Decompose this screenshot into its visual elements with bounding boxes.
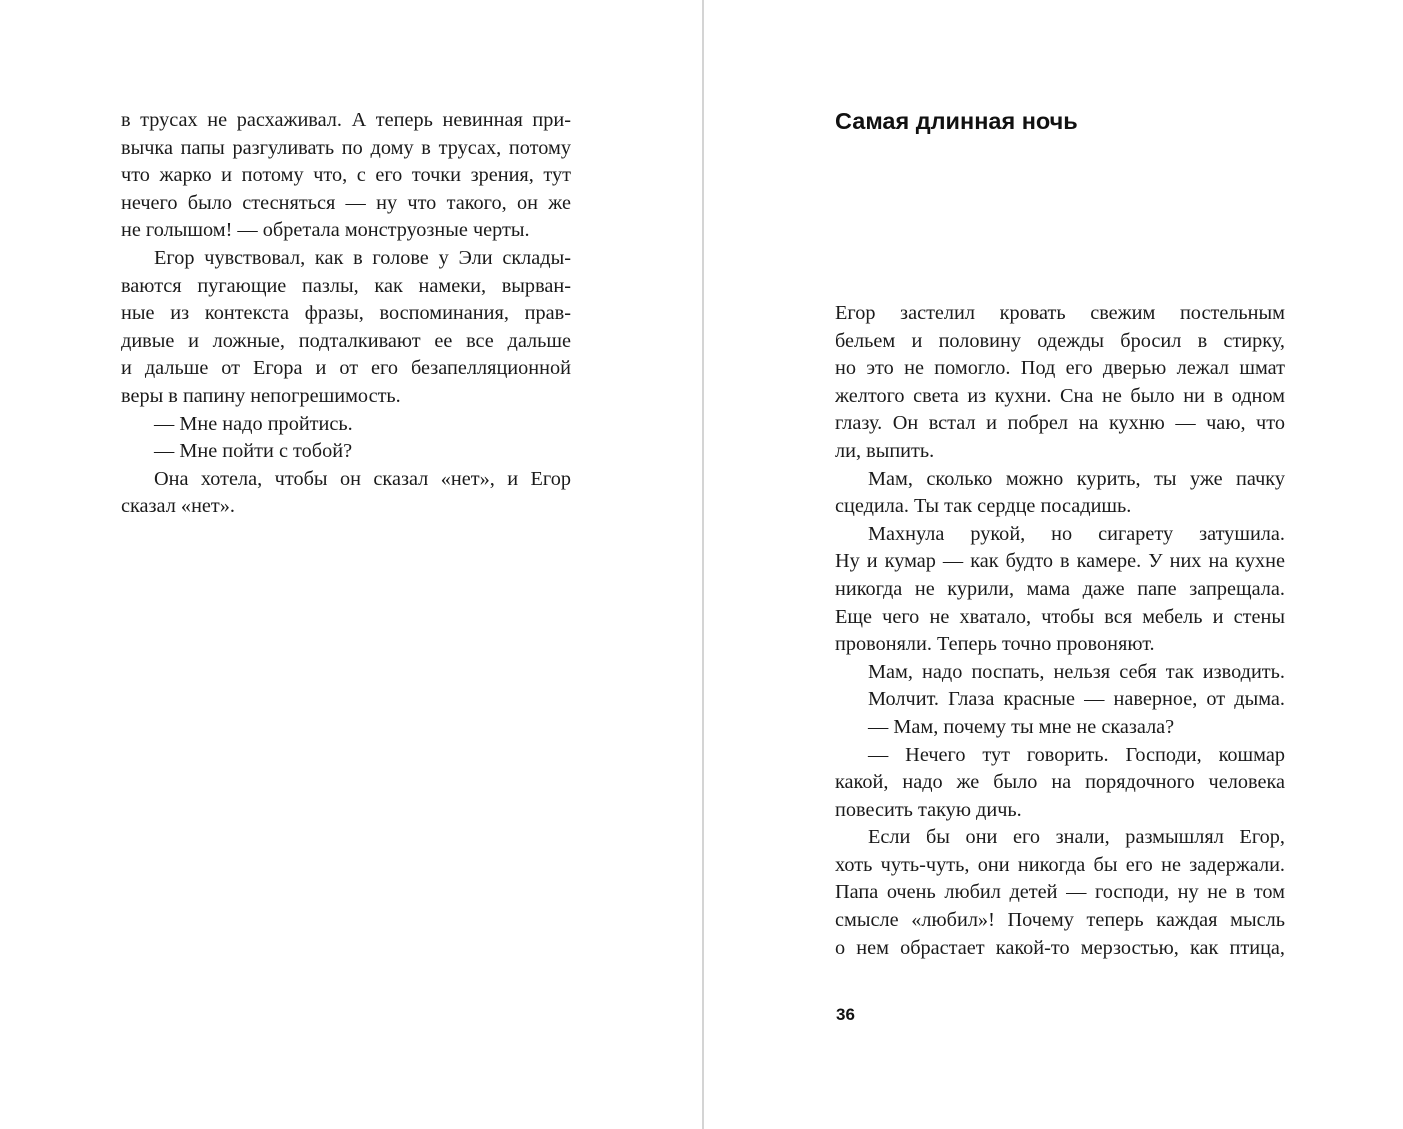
text-line: Егор застелил кровать свежим постельным: [835, 302, 1285, 324]
text-line: Мам, сколько можно курить, ты уже пачку: [868, 467, 1285, 490]
text-line: дивые и ложные, подталкивают ее все дальше: [121, 329, 571, 352]
chapter-title: Самая длинная ночь: [835, 108, 1078, 134]
text-line: — Мам, почему ты мне не сказала?: [868, 715, 1175, 738]
text-line: что жарко и потому что, с его точки зрения, тут: [121, 164, 571, 187]
text-line: Если бы они его знали, размышлял Егор,: [868, 826, 1285, 849]
text-line: о нем обрастает какой-то мерзостью, как птица,: [835, 936, 1285, 959]
text-line: нечего было стесняться — ну что такого, он же: [121, 191, 571, 214]
text-line: Махнула рукой, но сигарету затушила.: [868, 522, 1285, 545]
text-line: смысле «любил»! Почему теперь каждая мысль: [835, 909, 1285, 932]
text-line: глазу. Он встал и побрел на кухню — чаю, что: [835, 412, 1285, 435]
text-line: повесить такую дичь.: [835, 798, 1022, 821]
text-line: ли, выпить.: [835, 439, 935, 462]
text-line: — Мне надо пройтись.: [154, 412, 353, 435]
text-line: Папа очень любил детей — господи, ну не в том: [835, 881, 1285, 904]
text-line: сказал «нет».: [121, 495, 236, 518]
text-line: провоняли. Теперь точно провоняют.: [835, 633, 1155, 656]
text-line: Молчит. Глаза красные — наверное, от дыма.: [868, 688, 1285, 711]
page-gutter: [702, 0, 704, 1129]
text-line: Еще чего не хватало, чтобы вся мебель и стены: [835, 605, 1285, 628]
text-line: желтого света из кухни. Сна не было ни в одном: [835, 384, 1285, 407]
text-line: никогда не курили, мама даже папе запрещала.: [835, 577, 1285, 600]
text-line: и дальше от Егора и от его безапелляционной: [121, 357, 571, 380]
text-line: вычка папы разгуливать по дому в трусах, потому: [121, 136, 571, 159]
text-line: какой, надо же было на порядочного человека: [835, 771, 1285, 794]
text-line: хоть чуть-чуть, они никогда бы его не задержали.: [835, 853, 1285, 876]
text-line: — Мне пойти с тобой?: [154, 440, 353, 463]
text-line: — Нечего тут говорить. Господи, кошмар: [868, 743, 1285, 766]
text-line: ваются пугающие пазлы, как намеки, вырван-: [121, 274, 571, 297]
text-line: Егор чувствовал, как в голове у Эли склады-: [154, 246, 571, 269]
text-line: но это не помогло. Под его дверью лежал шмат: [835, 357, 1285, 380]
left-page-text: [121, 107, 571, 521]
text-line: сцедила. Ты так сердце посадишь.: [835, 495, 1132, 518]
text-line: бельем и половину одежды бросил в стирку,: [835, 329, 1285, 352]
text-line: в трусах не расхаживал. А теперь невинная при-: [121, 109, 571, 131]
text-line: Ну и кумар — как будто в камере. У них на кухне: [835, 550, 1285, 573]
text-line: веры в папину непогрешимость.: [121, 384, 401, 407]
text-line: не голышом! — обретала монструозные черты.: [121, 219, 530, 242]
right-page-text: [835, 300, 1285, 962]
text-line: ные из контекста фразы, воспоминания, прав-: [121, 302, 571, 325]
page-number: 36: [836, 1005, 855, 1024]
text-line: Она хотела, чтобы он сказал «нет», и Егор: [154, 467, 571, 490]
text-line: Мам, надо поспать, нельзя себя так изводить.: [868, 660, 1285, 683]
